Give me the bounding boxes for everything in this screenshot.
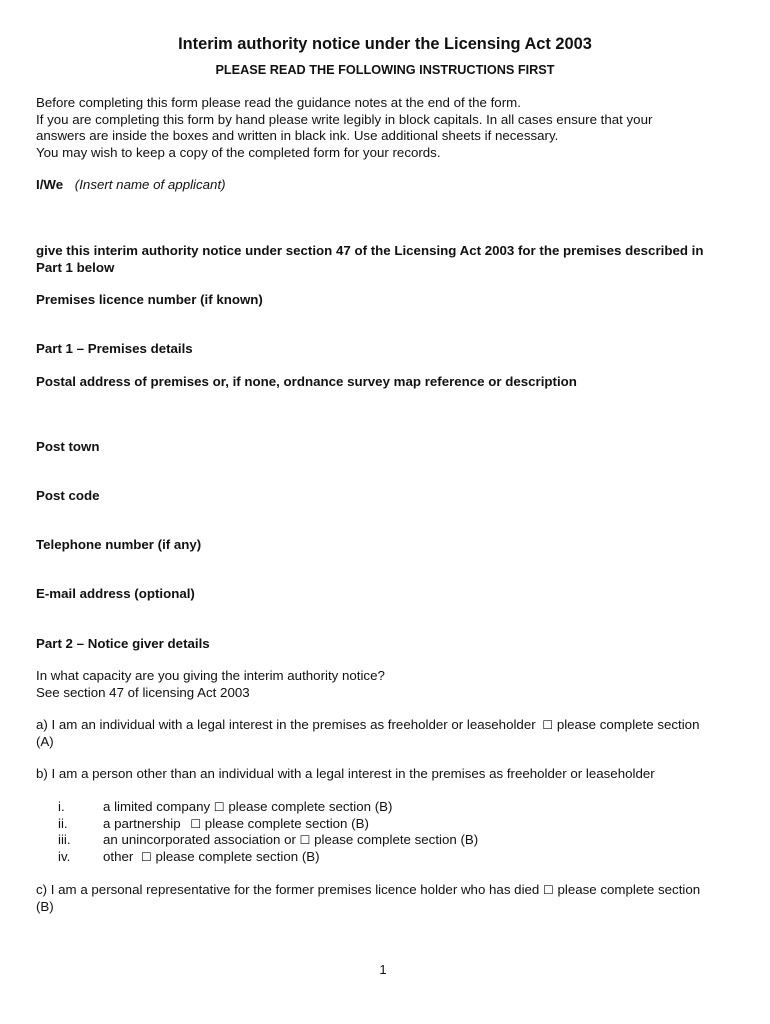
instruction-line: Before completing this form please read the guidance notes at the end of the form.: [36, 95, 521, 110]
sub-option-text: other: [103, 849, 134, 864]
instructions-paragraph: [36, 95, 736, 161]
sub-option-number: iv.: [58, 849, 71, 864]
licence-number-label: Premises licence number (if known): [36, 292, 263, 307]
sub-option-text: a limited company: [103, 799, 211, 814]
option-a-text: a) I am an individual with a legal interest in the premises as freeholder or leaseholder: [36, 717, 536, 732]
applicant-hint: (Insert name of applicant): [74, 177, 226, 192]
option-a-section: (A): [36, 733, 54, 749]
partnership-checkbox[interactable]: ☐: [190, 817, 202, 831]
instruction-line: You may wish to keep a copy of the completed form for your records.: [36, 144, 441, 160]
unincorporated-association-checkbox[interactable]: ☐: [299, 833, 311, 847]
email-label: E-mail address (optional): [36, 586, 195, 601]
option-c-section: (B): [36, 898, 54, 914]
sub-option-number: i.: [58, 799, 65, 814]
option-c: [36, 882, 736, 915]
other-checkbox[interactable]: ☐: [141, 850, 152, 864]
option-c-action: please complete section: [557, 882, 701, 897]
sub-option-action: please complete section (B): [155, 849, 320, 864]
address-label: Postal address of premises or, if none, ordnance survey map reference or description: [36, 374, 577, 389]
applicant-label: I/We: [36, 177, 64, 192]
capacity-question: [36, 668, 736, 701]
limited-company-checkbox[interactable]: ☐: [213, 800, 225, 814]
option-a-action: please complete section: [556, 717, 700, 732]
post-code-label: Post code: [36, 488, 100, 503]
sub-option-text: an unincorporated association or: [103, 832, 296, 847]
sub-option-number: ii.: [58, 816, 68, 831]
page-number: 1: [379, 962, 387, 977]
option-c-text: c) I am a personal representative for the former premises licence holder who has died: [36, 882, 540, 897]
sub-option-action: please complete section (B): [314, 832, 479, 847]
notice-statement-line: Part 1 below: [36, 259, 115, 275]
sub-option-number: iii.: [58, 832, 71, 847]
part2-heading: Part 2 – Notice giver details: [36, 636, 210, 651]
post-town-label: Post town: [36, 439, 100, 454]
instruction-line: answers are inside the boxes and written in black ink. Use additional sheets if necessary.: [36, 128, 559, 144]
option-a-checkbox[interactable]: ☐: [542, 718, 554, 732]
sub-option-action: please complete section (B): [228, 799, 393, 814]
capacity-question-line: See section 47 of licensing Act 2003: [36, 684, 250, 700]
option-c-checkbox[interactable]: ☐: [543, 883, 554, 897]
sub-option-action: please complete section (B): [204, 816, 369, 831]
telephone-label: Telephone number (if any): [36, 537, 202, 552]
part1-heading: Part 1 – Premises details: [36, 341, 193, 356]
instructions-heading: PLEASE READ THE FOLLOWING INSTRUCTIONS FIRST: [215, 63, 555, 77]
capacity-question-line: In what capacity are you giving the interim authority notice?: [36, 668, 385, 683]
option-a: [36, 717, 736, 750]
applicant-row: [36, 177, 736, 194]
instruction-line: If you are completing this form by hand please write legibly in block capitals. In all cases ensure that your: [36, 111, 653, 127]
sub-option-text: a partnership: [103, 816, 181, 831]
notice-statement: [36, 243, 736, 276]
notice-statement-line: give this interim authority notice under section 47 of the Licensing Act 2003 for the premises described in: [36, 243, 704, 258]
option-b: b) I am a person other than an individual with a legal interest in the premises as freeholder or leaseholder: [36, 766, 655, 781]
form-title: Interim authority notice under the Licensing Act 2003: [178, 35, 592, 53]
